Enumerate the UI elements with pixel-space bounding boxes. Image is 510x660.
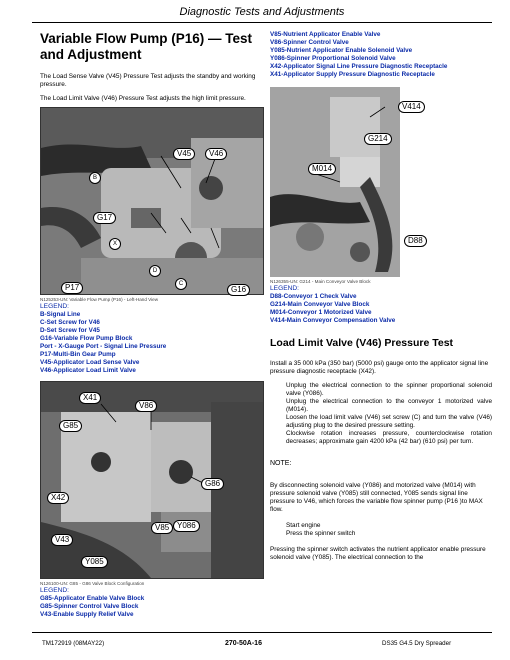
callout-c: C [175,278,187,290]
paragraph-install-gauge: Install a 35 000 kPa (350 bar) (5000 psi) gauge onto the applicator signal line pressure diagnostic receptacle (X42). [270,360,489,375]
footer-document-id: TM172919 (08MAY22) [42,640,105,647]
figure-variable-flow-pump [40,107,264,295]
callout-v86: V86 [135,400,157,412]
legend-item: B-Signal Line [40,311,81,318]
callout-g16: G16 [227,284,250,296]
legend-item: Port - X-Gauge Port - Signal Line Pressure [40,343,167,350]
procedure-step: Clockwise rotation increases pressure, counterclockwise rotation decreases; approximate gain 4200 kPa (42 bar) (610 psi) per turn. [286,430,492,445]
callout-v43: V43 [51,534,73,546]
legend-item: V86-Spinner Control Valve [270,39,349,46]
callout-d88: D88 [404,235,427,247]
procedure-steps-2 [270,522,492,538]
paragraph-load-sense: The Load Sense Valve (V45) Pressure Test adjusts the standby and working pressure. [40,73,256,88]
legend-item: D88-Conveyor 1 Check Valve [270,293,357,300]
legend1-list [40,311,262,375]
legend-item: G85-Applicator Enable Valve Block [40,595,145,602]
figure1-caption: N125253-UN: Variable Flow Pump (P16) - Left-Hand View [40,297,159,302]
callout-v45: V45 [173,148,195,160]
legend-item: V45-Applicator Load Sense Valve [40,359,140,366]
callout-x42: X42 [47,492,69,504]
conveyor-valve-photo-illustration [270,87,400,277]
callout-g85: G85 [59,420,82,432]
section-heading-variable-flow-pump: Variable Flow Pump (P16) — Test and Adjustment [40,31,253,62]
callout-b: B [89,172,101,184]
callout-v414: V414 [398,101,425,113]
legend-item: M014-Conveyor 1 Motorized Valve [270,309,372,316]
continued-legend-list [270,31,492,79]
callout-g17: G17 [93,212,116,224]
legend-item: V414-Main Conveyor Compensation Valve [270,317,396,324]
procedure-steps [270,382,492,446]
note-text: By disconnecting solenoid valve (Y086) and motorized valve (M014) with pressure solenoid valve (Y085) still connected, Y085 sends signal line pressure to V46, which forces the variable flow spinner pump (P16 )to MAX flow. [270,482,483,513]
left-column [40,31,262,619]
figure3-caption: N126355-UN: G214 - Main Conveyor Valve Block [270,279,371,284]
callout-d: D [149,265,161,277]
legend2-title: LEGEND: [40,587,69,594]
procedure-step: Start engine [286,522,321,529]
header-rule [32,22,492,23]
callout-y085: Y085 [81,556,108,568]
figure-main-conveyor-valve-block [270,87,423,277]
legend3-title: LEGEND: [270,285,299,292]
legend-item: Y085-Nutrient Applicator Enable Solenoid Valve [270,47,413,54]
procedure-step: Press the spinner switch [286,530,356,537]
legend-item: V43-Enable Supply Relief Valve [40,611,134,618]
callout-g214: G214 [364,133,392,145]
callout-x: X [109,238,121,250]
legend-item: X41-Applicator Supply Pressure Diagnostic Receptacle [270,71,435,78]
legend-item: C-Set Screw for V46 [40,319,100,326]
legend-item: G214-Main Conveyor Valve Block [270,301,370,308]
paragraph-spinner-switch: Pressing the spinner switch activates the nutrient applicator enable pressure solenoid valve (Y085). The electrical connection to the [270,546,486,561]
procedure-step: Loosen the load limit valve (V46) set screw (C) and turn the valve (V46) adjusting plug to the desired pressure setting. [286,414,492,429]
legend-item: X42-Applicator Signal Line Pressure Diagnostic Receptacle [270,63,448,70]
legend-item: V46-Applicator Load Limit Valve [40,367,136,374]
footer-rule [32,632,492,633]
legend-item: D-Set Screw for V45 [40,327,100,334]
right-column [270,31,492,562]
section-heading-load-limit-test: Load Limit Valve (V46) Pressure Test [270,337,454,349]
callout-v85: V85 [151,522,173,534]
callout-m014: M014 [308,163,336,175]
callout-v46: V46 [205,148,227,160]
page-header-title: Diagnostic Tests and Adjustments [179,6,345,18]
callout-g86: G86 [201,478,224,490]
legend-item: G85-Spinner Control Valve Block [40,603,139,610]
figure2-caption: N126100-UN: G85 - G86 Valve Block Configuration [40,581,145,586]
footer-product-name: DS35 G4.5 Dry Spreader [382,640,452,647]
procedure-step: Unplug the electrical connection to the spinner proportional solenoid valve (Y086). [286,382,492,397]
procedure-step: Unplug the electrical connection to the conveyor 1 motorized valve (M014). [286,398,492,413]
legend-item: P17-Multi-Bin Gear Pump [40,351,116,358]
legend-item: G16-Variable Flow Pump Block [40,335,133,342]
legend-item: Y086-Spinner Proportional Solenoid Valve [270,55,396,62]
callout-p17: P17 [61,282,83,294]
paragraph-load-limit: The Load Limit Valve (V46) Pressure Test adjusts the high limit pressure. [40,95,246,102]
callout-y086: Y086 [173,520,200,532]
legend1-title: LEGEND: [40,303,69,310]
footer-page-number: 270-50A-16 [225,640,262,647]
figure-valve-block-configuration [40,381,264,579]
callout-x41: X41 [79,392,101,404]
note-label: NOTE: [270,460,292,467]
legend-item: V85-Nutrient Applicator Enable Valve [270,31,381,38]
